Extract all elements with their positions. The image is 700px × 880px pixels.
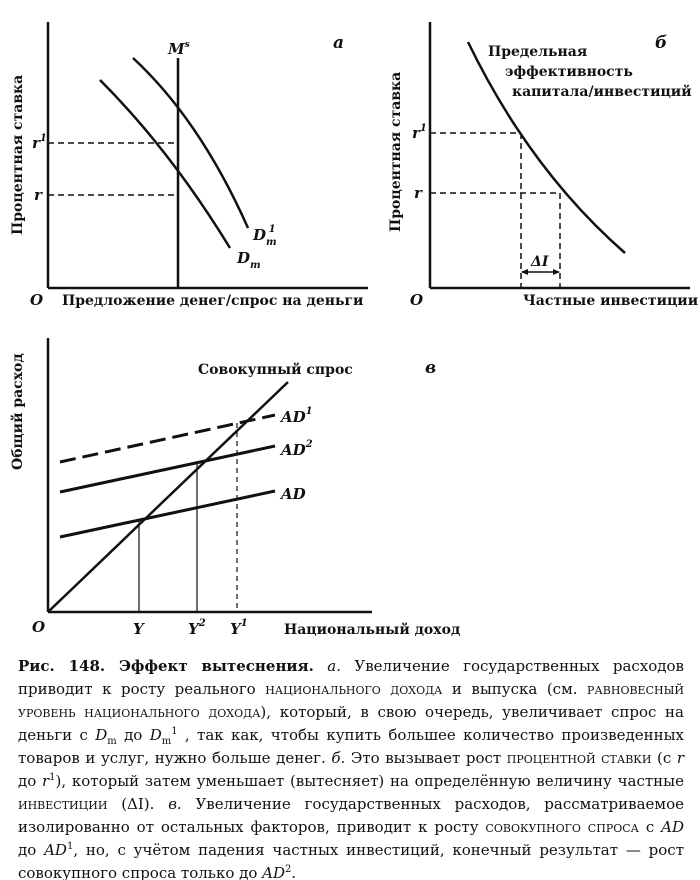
ad2-line — [60, 446, 275, 492]
caption-term-investment: инвестиции — [18, 795, 108, 813]
mec-label-line-3: капитала/инвестиций — [512, 84, 692, 100]
delta-i-arrow-right — [553, 269, 560, 275]
caption-part-c: в. — [168, 795, 182, 813]
caption-term-national-income: национального дохода — [265, 680, 443, 698]
dm1-label: $D_m1$ — [253, 224, 277, 248]
panel-b-origin: O — [410, 291, 424, 309]
panel-c-x-label: Национальный доход — [284, 622, 461, 638]
caption-part-a: а. — [327, 657, 341, 675]
panel-a-y-label: Процентная ставка — [10, 74, 26, 235]
panel-c-tag: в — [425, 358, 437, 378]
caption-term-interest-rate: процентной ставки — [506, 749, 652, 767]
panel-c-origin: O — [32, 618, 46, 636]
panel-b-r-label: r — [414, 184, 422, 202]
panel-b-x-label: Частные инвестиции — [523, 293, 699, 309]
ad1-label: $AD^1$ — [281, 406, 313, 426]
panel-b-tag: б — [655, 33, 668, 53]
panel-a — [10, 22, 368, 309]
y1-tick-label: $Y^1$ — [230, 618, 248, 638]
panel-c-y-label: Общий расход — [10, 353, 26, 470]
ad-label: AD — [281, 485, 306, 503]
panel-a-x-label: Предложение денег/спрос на деньги — [62, 293, 364, 309]
panel-c — [9, 338, 460, 638]
caption-term-aggregate-demand: совокупного спроса — [485, 818, 639, 836]
ad2-label: $AD^2$ — [281, 439, 313, 459]
caption-term-equilibrium: равновесный уровень национального дохода — [18, 680, 684, 721]
panel-b-r1-label: $r^1$ — [412, 123, 427, 142]
y-tick-label: Y — [133, 620, 144, 638]
y2-tick-label: $Y^2$ — [188, 618, 206, 638]
delta-i-arrow-left — [521, 269, 528, 275]
panel-a-tag: а — [333, 33, 345, 53]
mec-label-line-1: Предельная — [488, 44, 588, 60]
mec-label-line-2: эффективность — [505, 64, 633, 80]
caption-figure-title: Рис. 148. Эффект вытеснения. — [18, 657, 314, 675]
panel-a-r1-label: $r^1$ — [32, 133, 47, 152]
panel-b-y-label: Процентная ставка — [388, 71, 404, 232]
delta-i-label: ΔI — [531, 254, 549, 270]
dm-label: $D_m$ — [237, 249, 261, 271]
aggregate-demand-label: Совокупный спрос — [198, 362, 353, 378]
caption-part-b: б. — [331, 749, 346, 767]
panel-a-r-label: r — [34, 186, 42, 204]
money-demand-curve-dm — [100, 80, 230, 248]
panel-b — [388, 22, 698, 309]
panel-a-origin: O — [30, 291, 44, 309]
ad1-line — [60, 415, 275, 462]
figure-caption: Рис. 148. Эффект вытеснения. а. Увеличение государственных расходов приводит к росту реального национального дохода и выпуска (см. равновесный уровень национального дохода), который, в свою очередь, увеличивает спрос на деньги с $D_m$ до $D_m^1$ , так как, чтобы купить большее количество произведенных товаров и услуг, нужно больше денег. б. Это вызывает рост процентной ставки (с r до $r^1$), который затем уменьшает (вытесняет) на определённую величину частные инвестиции (ΔI). в. Увеличение государственных расходов, рассматриваемое изолированно от остальных факторов, приводит к росту совокупного спроса с AD до $AD^1$, но, с учётом падения частных инвестиций, конечный результат — рост совокупного спроса только до $AD^2$. — [18, 657, 685, 880]
money-supply-label: $M^s$ — [168, 40, 190, 58]
